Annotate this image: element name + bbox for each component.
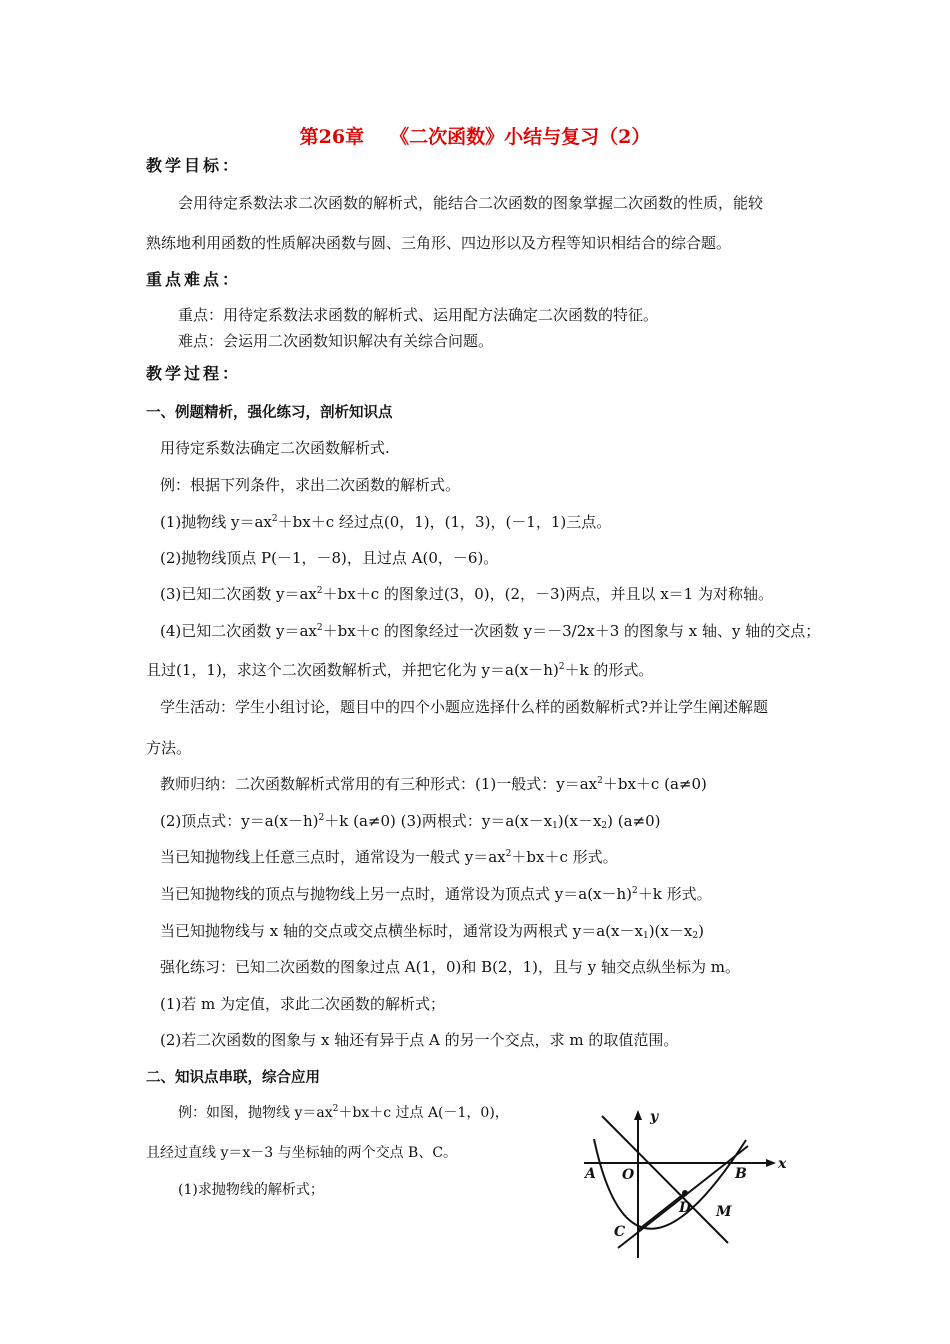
part1-heading: 一、例题精析，强化练习，剖析知识点: [146, 404, 393, 421]
parabola-figure: [580, 1108, 790, 1260]
practice-question-1: (1)若 m 为定值，求此二次函数的解析式；: [160, 995, 446, 1013]
objectives-line-1: 会用待定系数法求二次函数的解析式，能结合二次函数的图象掌握二次函数的性质，能较: [178, 194, 764, 212]
student-activity-line-1: 学生活动：学生小组讨论，题目中的四个小题应选择什么样的函数解析式?并让学生阐述解题: [160, 698, 769, 716]
practice-prompt: 强化练习：已知二次函数的图象过点 A(1，0)和 B(2，1)，且与 y 轴交点纵坐标为 m。: [160, 958, 740, 976]
point-d-marker: [682, 1190, 688, 1196]
question-1: [160, 512, 611, 532]
label-o: O: [622, 1167, 635, 1183]
question-2: (2)抛物线顶点 P(－1，－8)，且过点 A(0，－6)。: [160, 549, 499, 567]
summary2-text-c: )(x－x: [557, 812, 602, 830]
label-c: C: [614, 1224, 626, 1240]
x-axis-arrow: [766, 1159, 776, 1167]
page-title: [0, 127, 950, 147]
summary2-text-b: ＋k (a≠0) (3)两根式：y＝a(x－x: [324, 812, 553, 830]
superscript-2: 2: [505, 849, 512, 859]
ex1-text-b: ＋bx＋c 过点 A(－1，0)，: [338, 1105, 509, 1121]
q4-text-a: (4)已知二次函数 y＝ax: [160, 622, 317, 640]
superscript-2: 2: [316, 586, 323, 596]
label-d: D: [679, 1200, 692, 1216]
case3-text-a: 当已知抛物线与 x 轴的交点或交点横坐标时，通常设为两根式 y＝a(x－x: [160, 922, 643, 940]
q3-text-b: ＋bx＋c 的图象过(3，0)，(2，－3)两点，并且以 x＝1 为对称轴。: [322, 585, 773, 603]
superscript-2: 2: [597, 776, 603, 786]
case-roots: [160, 921, 704, 941]
part2-heading: 二、知识点串联，综合应用: [146, 1069, 320, 1086]
summary1-text-a: 教师归纳：二次函数解析式常用的有三种形式：(1)一般式：y＝ax: [160, 775, 598, 793]
q1-text-b: ＋bx＋c 经过点(0，1)，(1，3)，(－1，1)三点。: [277, 513, 612, 531]
case2-text-b: ＋k 形式。: [637, 885, 712, 903]
line-cd: [638, 1193, 685, 1230]
label-a: A: [585, 1166, 596, 1182]
label-x: x: [778, 1156, 787, 1172]
case-vertex: [160, 884, 712, 904]
case1-text-a: 当已知抛物线上任意三点时，通常设为一般式 y＝ax: [160, 848, 506, 866]
q1-text-a: (1)抛物线 y＝ax: [160, 513, 272, 531]
subscript-1: 1: [642, 931, 649, 941]
subscript-2: 2: [692, 931, 699, 941]
example-prompt: 例：根据下列条件，求出二次函数的解析式。: [160, 476, 461, 494]
subscript-1: 1: [552, 821, 558, 831]
superscript-2: 2: [318, 813, 325, 823]
y-axis-arrow: [634, 1110, 642, 1120]
practice-question-2: (2)若二次函数的图象与 x 轴还有异于点 A 的另一个交点，求 m 的取值范围。: [160, 1031, 679, 1049]
label-b: B: [735, 1166, 747, 1182]
superscript-2: 2: [316, 623, 323, 633]
part2-example-line-2: 且经过直线 y＝x－3 与坐标轴的两个交点 B、C。: [146, 1145, 458, 1161]
title-name: 《二次函数》小结与复习（2）: [390, 126, 651, 148]
subscript-2: 2: [601, 821, 608, 831]
q4b-text-b: ＋k 的形式。: [564, 661, 654, 679]
summary2-text-a: (2)顶点式：y＝a(x－h): [160, 812, 319, 830]
q3-text-a: (3)已知二次函数 y＝ax: [160, 585, 317, 603]
superscript-2: 2: [632, 886, 638, 896]
case-general: [160, 847, 618, 867]
title-chapter: 第26章: [299, 126, 365, 148]
q4b-text-a: 且过(1，1)，求这个二次函数解析式，并把它化为 y＝a(x－h): [146, 661, 559, 679]
student-activity-line-2: 方法。: [146, 739, 192, 757]
objectives-line-2: 熟练地利用函数的性质解决函数与圆、三角形、四边形以及方程等知识相结合的综合题。: [146, 234, 732, 252]
keypoints-heading: 重点难点：: [146, 270, 242, 289]
q4-text-b: ＋bx＋c 的图象经过一次函数 y＝－3/2x＋3 的图象与 x 轴、y 轴的交点；: [322, 622, 821, 640]
question-3: [160, 584, 773, 604]
case1-text-b: ＋bx＋c 形式。: [511, 848, 618, 866]
summary1-text-b: ＋bx＋c (a≠0): [602, 775, 707, 793]
superscript-2: 2: [332, 1104, 339, 1114]
key-point: 重点：用待定系数法求函数的解析式、运用配方法确定二次函数的特征。: [178, 306, 659, 324]
case3-text-c: ): [698, 922, 704, 940]
label-y: y: [650, 1109, 659, 1125]
case2-text-a: 当已知抛物线的顶点与抛物线上另一点时，通常设为顶点式 y＝a(x－h): [160, 885, 633, 903]
objectives-heading: 教学目标：: [146, 156, 242, 175]
superscript-2: 2: [558, 662, 565, 672]
process-heading: 教学过程：: [146, 364, 242, 383]
case3-text-b: )(x－x: [648, 922, 693, 940]
part2-example-line-1: [178, 1103, 509, 1123]
superscript-2: 2: [271, 514, 278, 524]
part2-question-1: (1)求抛物线的解析式；: [178, 1182, 324, 1198]
question-4: [160, 621, 820, 641]
summary2-text-d: ) (a≠0): [607, 812, 661, 830]
teacher-summary-line-2: [160, 811, 661, 831]
label-m: M: [716, 1204, 732, 1220]
question-4-continued: [146, 660, 653, 680]
teacher-summary-line-1: [160, 774, 707, 794]
part1-intro: 用待定系数法确定二次函数解析式.: [160, 439, 390, 457]
ex1-text-a: 例：如图，抛物线 y＝ax: [178, 1105, 333, 1121]
difficult-point: 难点：会运用二次函数知识解决有关综合问题。: [178, 332, 494, 350]
